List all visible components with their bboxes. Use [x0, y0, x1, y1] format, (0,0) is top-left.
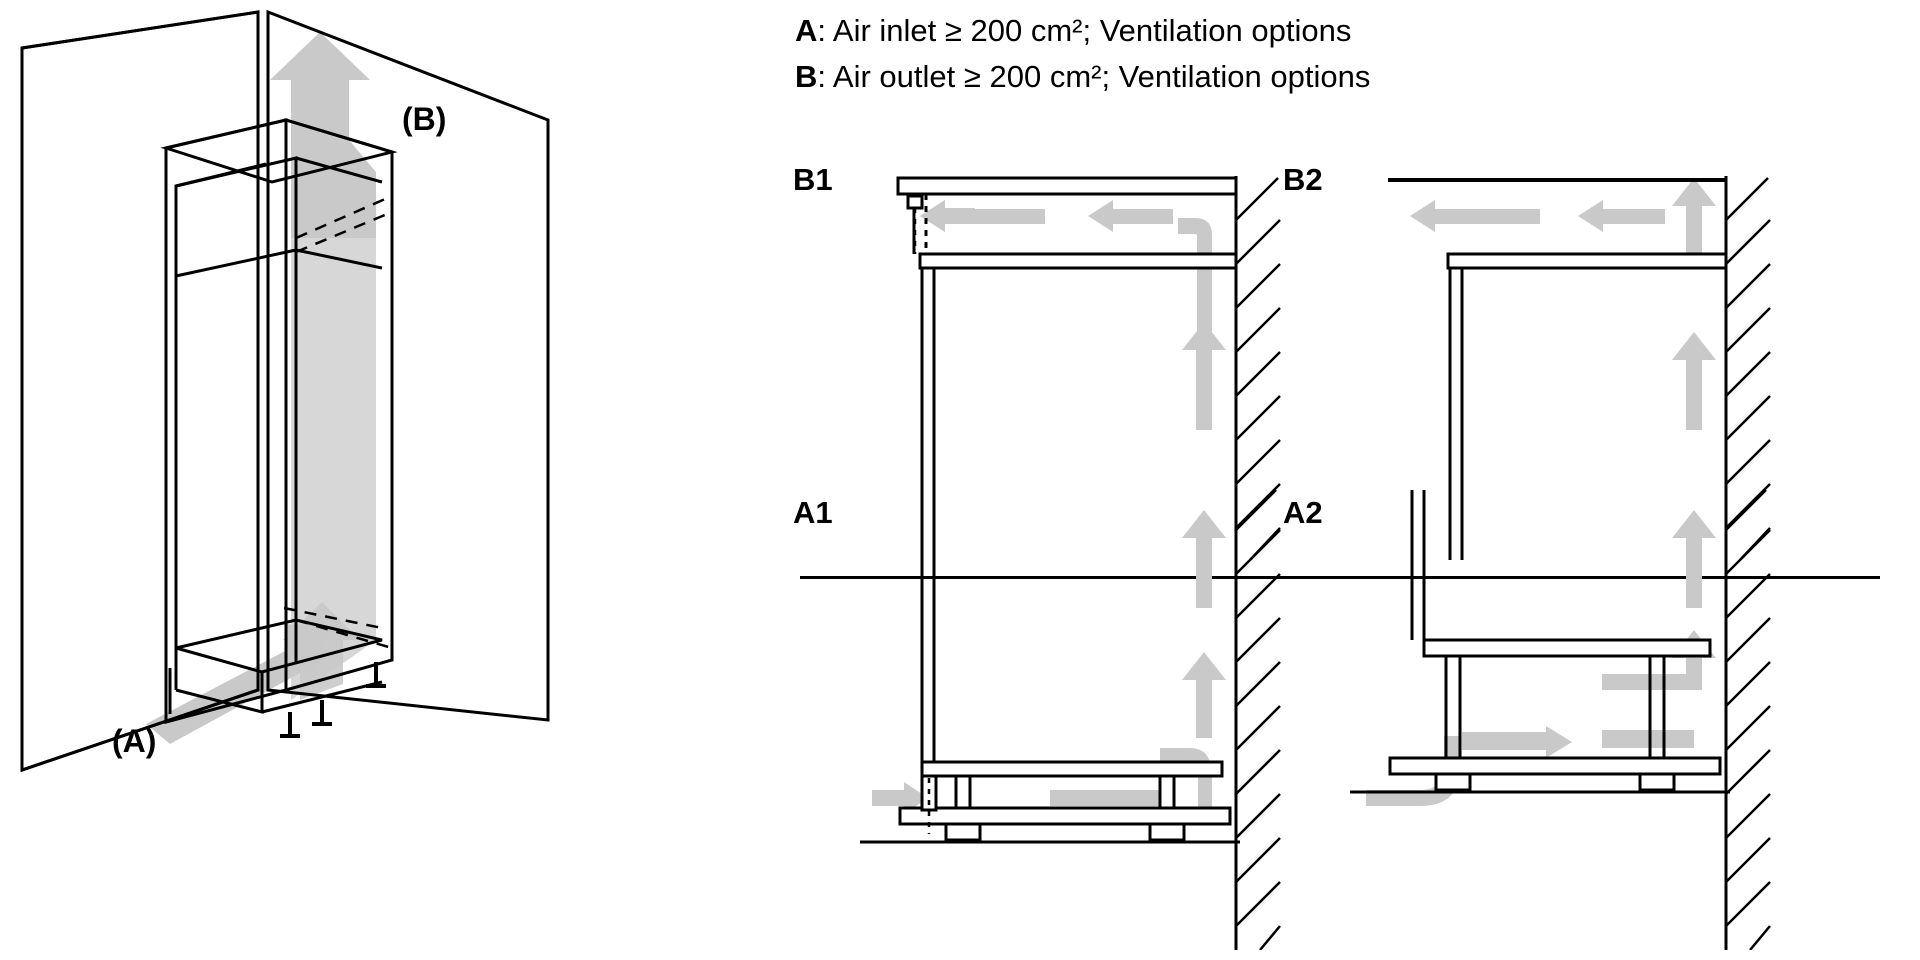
panel-b2-arrows — [1410, 178, 1716, 430]
panel-a1-label: A1 — [793, 495, 833, 530]
legend-text-b: : Air outlet ≥ 200 cm²; Ventilation options — [817, 59, 1371, 94]
panel-b2-label: B2 — [1283, 162, 1323, 197]
panel-b1-arrows — [920, 200, 1228, 430]
panel-a1-drawing — [860, 490, 1300, 950]
panel-a1-wall — [1236, 490, 1280, 950]
panel-a2-drawing — [1350, 490, 1790, 950]
legend — [795, 8, 1875, 100]
left-illustration — [0, 0, 760, 960]
wall-left — [22, 12, 258, 770]
panel-a1-cabinet — [900, 490, 1236, 840]
legend-line-b — [795, 54, 1875, 100]
legend-key-b: B — [795, 59, 818, 94]
right-panel — [760, 0, 1920, 960]
panel-a2-wall — [1726, 490, 1770, 950]
isometric-cabinet-drawing — [0, 0, 760, 960]
callout-a-label: (A) — [112, 723, 157, 759]
legend-text-a: : Air inlet ≥ 200 cm²; Ventilation options — [817, 13, 1352, 48]
panel-a2-label: A2 — [1283, 495, 1323, 530]
legend-line-a — [795, 8, 1875, 54]
callout-b-label: (B) — [402, 101, 447, 137]
panel-b1-label: B1 — [793, 162, 833, 197]
legend-key-a: A — [795, 13, 818, 48]
